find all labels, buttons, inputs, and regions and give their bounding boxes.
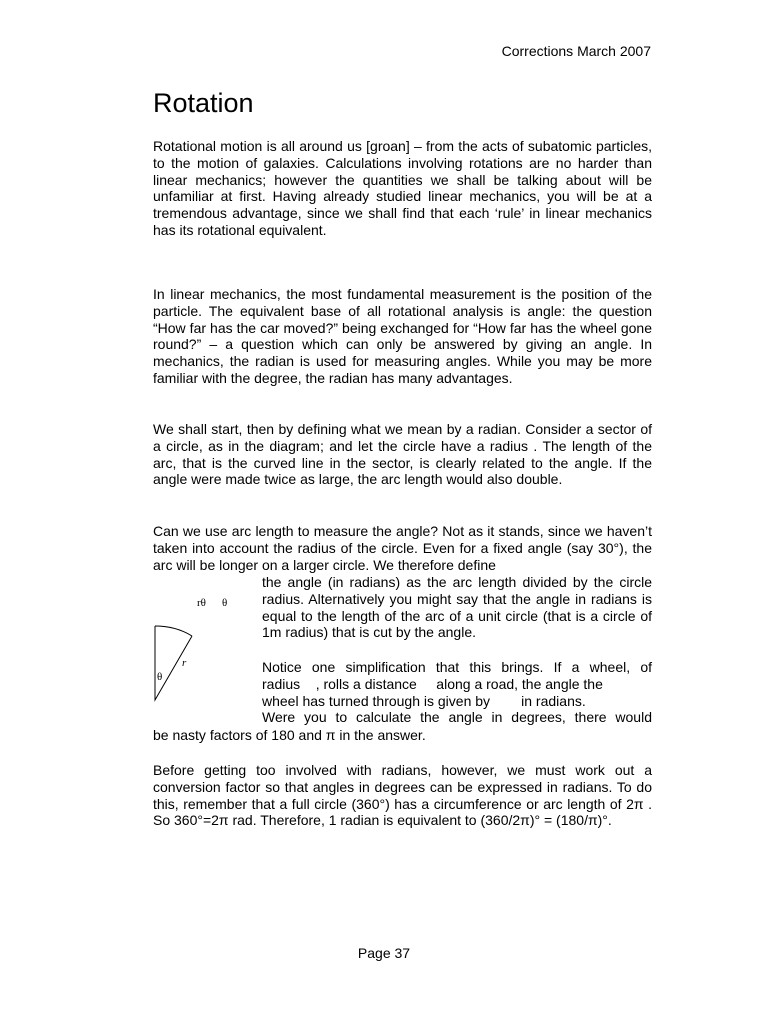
running-header: Corrections March 2007 bbox=[501, 43, 651, 59]
wheel-line-1: Notice one simplification that this brings. If a wheel, of bbox=[262, 659, 652, 675]
sector-figure bbox=[148, 588, 258, 708]
angle-label: θ bbox=[157, 671, 163, 683]
paragraph-linear-mechanics bbox=[153, 286, 652, 387]
paragraph-text: Before getting too involved with radians, however, we must work out a conversion factor so that angles in degrees can be expressed in radians. To do this, remember that a full circle (360°) has a circumference or arc length of 2π . So 360°=2π rad. Therefore, 1 radian is equivalent to (360/2π)° = (180/π)°. bbox=[153, 762, 652, 829]
wheel-line-2: radius , rolls a distance along a road, the angle the bbox=[262, 675, 603, 692]
sector-arc bbox=[155, 626, 192, 636]
paragraph-text: Can we use arc length to measure the angle? Not as it stands, since we haven’t taken into account the radius of the circle. Even for a fixed angle (say 30°), the arc will be longer on a larger circle. We therefore define bbox=[153, 523, 652, 573]
arc-length-theta: θ bbox=[222, 597, 228, 609]
paragraph-text: Rotational motion is all around us [groan] – from the acts of subatomic particles, to the motion of galaxies. Calculations involving rotations are no harder than linear mechanics; however the quantities we shall be talking about will be unfamiliar at first. Having already studied linear mechanics, you will be at a tremendous advantage, since we shall find that each ‘rule’ in linear mechanics has its rotational equivalent. bbox=[153, 138, 652, 238]
paragraph-radian-definition bbox=[153, 421, 652, 488]
page-title: Rotation bbox=[153, 88, 254, 118]
sector-diagram bbox=[148, 588, 258, 708]
arc-length-label: rθ bbox=[197, 597, 206, 609]
paragraph-text: We shall start, then by defining what we mean by a radian. Consider a sector of a circle, as in the diagram; and let the circle have a radius . The length of the arc, that is the curved line in the sector, is clearly related to the angle. If the angle were made twice as large, the arc length would also double. bbox=[153, 421, 652, 488]
paragraph-text: be nasty factors of 180 and π in the answer. bbox=[153, 727, 426, 743]
radius-label: r bbox=[182, 657, 187, 669]
page-number: Page 37 bbox=[357, 945, 411, 961]
paragraph-text: In linear mechanics, the most fundamental measurement is the position of the particle. The equivalent base of all rotational analysis is angle: the question “How far has the car moved?” being exchanged for “How far has the wheel gone round?” – a question which can only be answered by giving an angle. In mechanics, the radian is used for measuring angles. While you may be more familiar with the degree, the radian has many advantages. bbox=[153, 286, 652, 386]
paragraph-arc-length bbox=[153, 523, 652, 573]
sector-radii bbox=[155, 626, 192, 700]
paragraph-wheel-tail bbox=[153, 727, 652, 744]
paragraph-arc-length-wrap bbox=[262, 574, 652, 641]
paragraph-text: the angle (in radians) as the arc length divided by the circle radius. Alternatively you might say that the angle in radians is equal to the length of the arc of a unit circle (that is a circle of 1m radius) that is cut by the angle. bbox=[262, 574, 652, 641]
paragraph-wheel-example bbox=[262, 659, 652, 726]
wheel-line-4: Were you to calculate the angle in degrees, there would bbox=[262, 709, 652, 726]
wheel-line-3: wheel has turned through is given by in radians. bbox=[262, 692, 586, 709]
paragraph-conversion bbox=[153, 762, 652, 829]
paragraph-intro bbox=[153, 138, 652, 239]
